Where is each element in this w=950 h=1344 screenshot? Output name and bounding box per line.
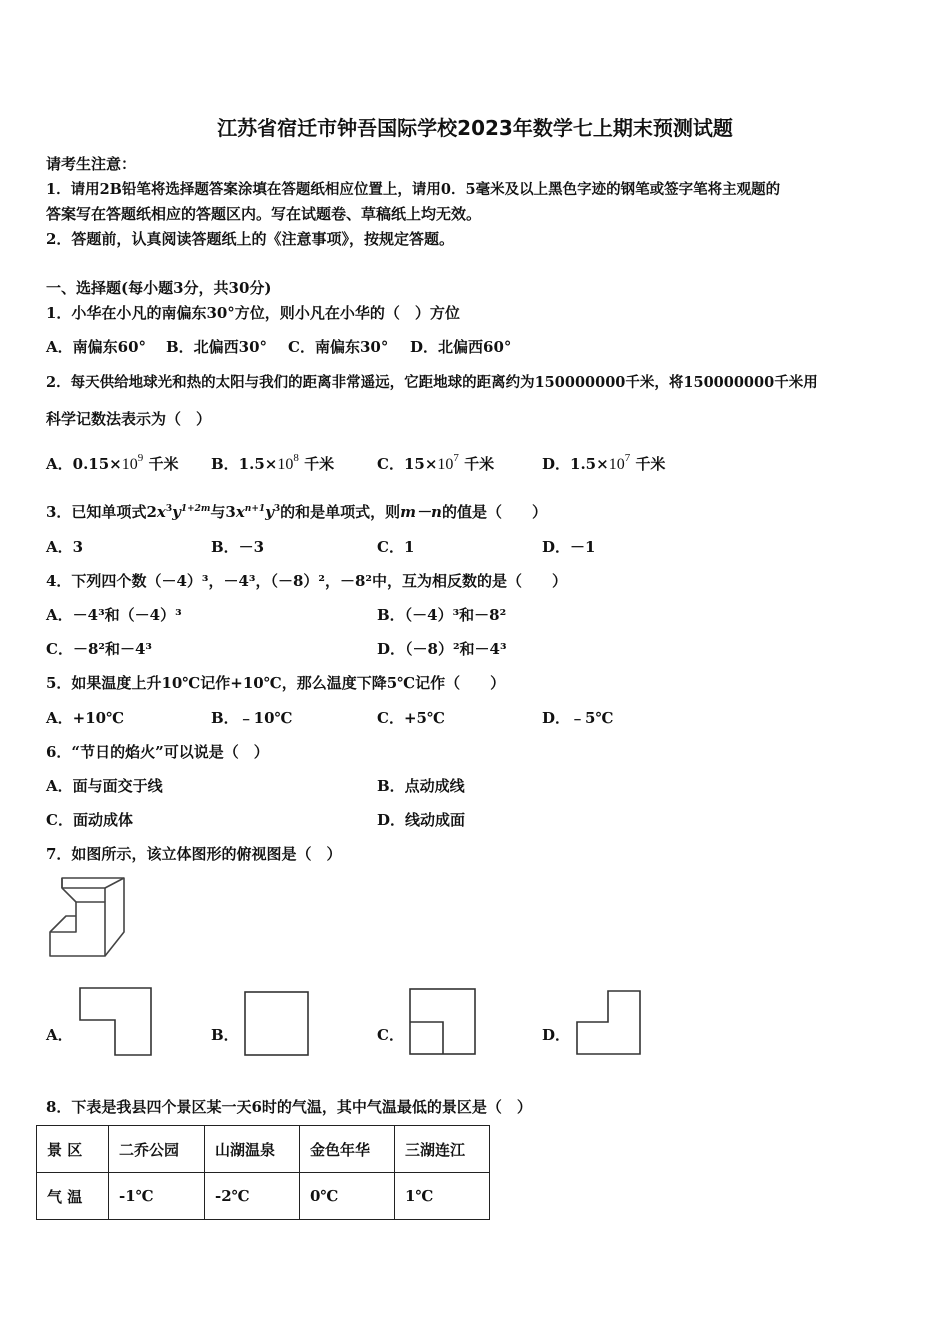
q2-option-d: D．$1.5\times 10^7$ 千米: [542, 452, 666, 473]
q2-option-c: C．$15\times 10^7$ 千米: [377, 452, 495, 473]
q7-option-b-figure: [244, 991, 310, 1057]
q2-option-b: B．$1.5\times 10^8$ 千米: [211, 452, 335, 473]
table-cell: 气 温: [37, 1173, 109, 1220]
q2-stem-line1: 2．每天供给地球光和热的太阳与我们的距离非常遥远，它距地球的距离约为150000000千米，将150000000千米用: [46, 374, 818, 391]
q3-option-a: A．3: [46, 538, 84, 556]
q5-option-d: D．﹣5℃: [542, 709, 614, 727]
q5-stem: 5．如果温度上升10℃记作+10℃，那么温度下降5℃记作（ ）: [46, 674, 506, 692]
q3-option-b: B．－3: [211, 538, 265, 556]
q1-option-a: A．南偏东60°: [46, 338, 147, 356]
q7-stem: 7．如图所示，该立体图形的俯视图是（ ）: [46, 845, 342, 863]
q7-option-c-label: C．: [377, 1026, 404, 1044]
table-cell: 山湖温泉: [205, 1126, 300, 1173]
q5-option-c: C．+5℃: [377, 709, 445, 727]
q6-option-d: D．线动成面: [377, 811, 466, 829]
q7-option-a-label: A．: [46, 1026, 73, 1044]
q4-option-b: B．（－4）³和－8²: [377, 606, 507, 624]
notice-line-2: 2．答题前，认真阅读答题纸上的《注意事项》，按规定答题。: [46, 230, 454, 248]
table-cell: 0℃: [300, 1173, 395, 1220]
q3-option-c: C．1: [377, 538, 415, 556]
q6-stem: 6．“节日的焰火”可以说是（ ）: [46, 743, 269, 761]
table-cell: 1℃: [395, 1173, 490, 1220]
q6-option-a: A．面与面交于线: [46, 777, 163, 795]
q1-stem: 1．小华在小凡的南偏东30°方位，则小凡在小华的（ ）方位: [46, 304, 460, 322]
table-cell: -2℃: [205, 1173, 300, 1220]
q4-option-a: A．－4³和（－4）³: [46, 606, 182, 624]
q2-stem-line2: 科学记数法表示为（ ）: [46, 410, 212, 428]
page-title: 江苏省宿迁市钟吾国际学校2023年数学七上期末预测试题: [217, 116, 733, 140]
table-cell: 金色年华: [300, 1126, 395, 1173]
table-cell: -1℃: [109, 1173, 205, 1220]
table-row: [37, 1173, 490, 1220]
notice-heading: 请考生注意：: [46, 155, 137, 173]
q5-option-b: B．﹣10℃: [211, 709, 293, 727]
q6-option-c: C．面动成体: [46, 811, 133, 829]
q8-stem: 8．下表是我县四个景区某一天6时的气温，其中气温最低的景区是（ ）: [46, 1098, 532, 1116]
q7-option-d-figure: [576, 990, 642, 1056]
q7-solid-figure: [46, 874, 128, 960]
q3-option-d: D．－1: [542, 538, 596, 556]
q4-option-d: D．（－8）²和－4³: [377, 640, 507, 658]
q3-stem: 3．已知单项式$2x^3y^{1+2m}$与$3x^{n+1}y^3$的和是单项式，则m－n的值是（ ）: [46, 503, 547, 521]
q4-stem: 4．下列四个数（－4）³，－4³，（－8）²，－8²中，互为相反数的是（ ）: [46, 572, 567, 590]
q7-option-b-label: B．: [211, 1026, 239, 1044]
table-cell: 三湖连江: [395, 1126, 490, 1173]
table-row: [37, 1126, 490, 1173]
table-cell: 景 区: [37, 1126, 109, 1173]
q7-option-d-label: D．: [542, 1026, 571, 1044]
table-cell: 二乔公园: [109, 1126, 205, 1173]
q4-option-c: C．－8²和－4³: [46, 640, 152, 658]
temperature-table: [36, 1125, 490, 1220]
q5-option-a: A．+10℃: [46, 709, 125, 727]
notice-line-1a: 1．请用2B铅笔将选择题答案涂填在答题纸相应位置上，请用0．5毫米及以上黑色字迹的钢笔或签字笔将主观题的: [46, 181, 781, 198]
q7-option-c-figure: [409, 988, 477, 1056]
q1-option-d: D．北偏西60°: [410, 338, 512, 356]
q1-option-c: C．南偏东30°: [288, 338, 389, 356]
q6-option-b: B．点动成线: [377, 777, 465, 795]
section-heading: 一、选择题(每小题3分，共30分): [46, 279, 272, 297]
q1-option-b: B．北偏西30°: [166, 338, 268, 356]
q7-option-a-figure: [79, 987, 153, 1057]
q2-option-a: A．$0.15\times 10^9$ 千米: [46, 452, 179, 473]
notice-line-1b: 答案写在答题纸相应的答题区内。写在试题卷、草稿纸上均无效。: [46, 205, 482, 223]
